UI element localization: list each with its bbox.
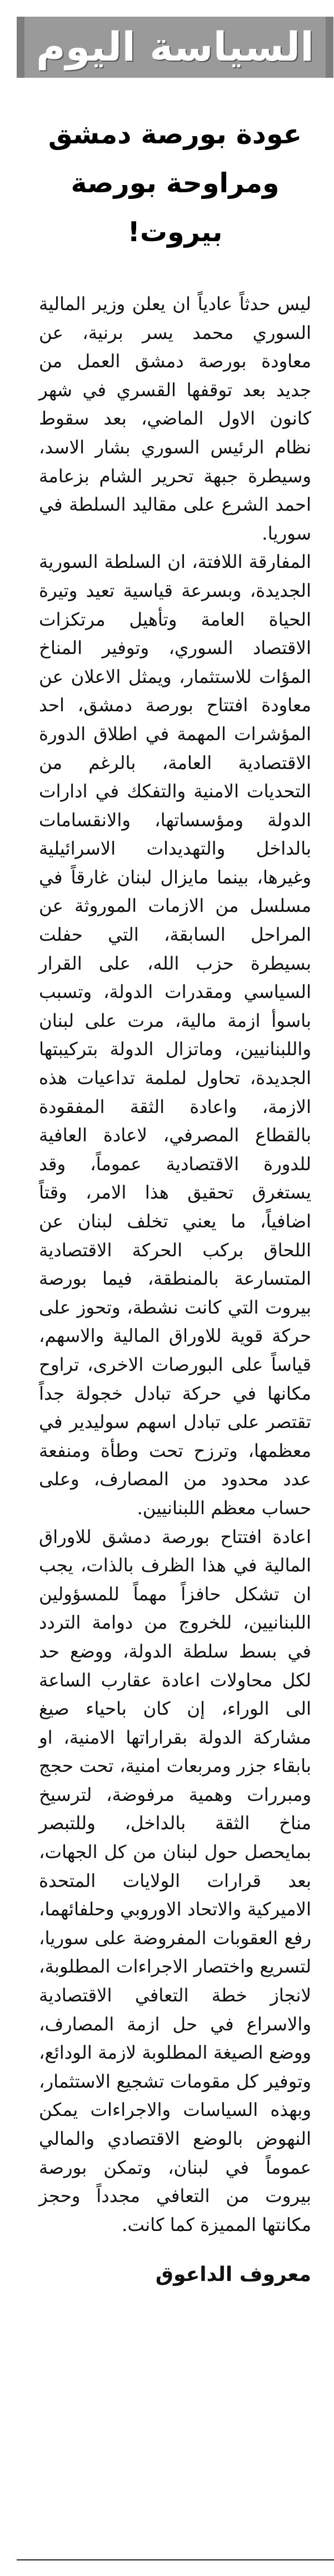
section-masthead xyxy=(17,17,333,78)
bottom-divider xyxy=(17,2559,334,2560)
article-byline: معروف الداعوق xyxy=(155,2263,311,2287)
article-paragraph: المفارقة اللافتة، ان السلطة السورية الجديدة، وبسرعة قياسية تعيد وتيرة الحياة العامة وتأهيل مرتكزات الاقتصاد السوري، وتوفير المناخ المؤات للاستثمار، ويمثل الاعلان عن معاودة افتتاح بورصة دمشق، احد المؤشرات المهمة في اطلاق الدورة الاقتصادية العامة، بالرغم من التحديات الامنية والتفكك في ادارات الدولة ومؤسساتها، والانقسامات بالداخل والتهديدات الاسرائيلية وغيرها، بينما مايزال لبنان غارقاً في مسلسل من الازمات الموروثة عن المراحل السابقة، التي حفلت بسيطرة حزب الله، على القرار السياسي ومقدرات الدولة، وتسبب باسوأ ازمة مالية، مرت على لبنان واللبنانيين، وماتزال الدولة بتركيبتها الجديدة، تحاول لملمة تداعيات هذه الازمة، واعادة الثقة المفقودة بالقطاع المصرفي، لاعادة العافية للدورة الاقتصادية عموماً، وقد يستغرق تحقيق هذا الامر، وقتاً اضافياً، ما يعني تخلف لبنان عن اللحاق بركب الحركة الاقتصادية المتسارعة بالمنطقة، فيما بورصة بيروت التي كانت نشطة، وتحوز على حركة قوية للاوراق المالية والاسهم، قياساً على البورصات الاخرى، تراوح مكانها في حركة تبادل خجولة جداً تقتصر على تبادل اسهم سوليدير في معظمها، وترزح تحت وطأة ومنفعة عدد محدود من المصارف، وعلى حساب معظم اللبنانيين. xyxy=(39,551,311,1519)
article-paragraph: ليس حدثاً عادياً ان يعلن وزير المالية السوري محمد يسر برنية، عن معاودة بورصة دمشق العمل من جديد بعد توقفها القسري في شهر كانون الاول الماضي، بعد سقوط نظام الرئيس السوري بشار الاسد، وسيطرة جبهة تحرير الشام بزعامة احمد الشرع على مقاليد السلطة في سوريا. xyxy=(39,293,311,544)
article-body xyxy=(39,290,311,2239)
article-headline: عودة بورصة دمشق ومراوحة بورصة بيروت! xyxy=(48,118,302,248)
masthead-title: السياسة اليوم xyxy=(36,23,314,70)
article-paragraph: اعادة افتتاح بورصة دمشق للاوراق المالية في هذا الظرف بالذات، يجب ان تشكل حافزاً مهماً للمسؤولين اللبنانيين، للخروج من دوامة التردد في بسط سلطة الدولة، ووضع حد لكل محاولات اعادة عقارب الساعة الى الوراء، إن كان باحياء صيغ مشاركة الدولة بقراراتها الامنية، او بابقاء جزر ومربعات امنية، تحت حجج ومبررات وهمية مرفوضة، لترسيخ مناخ الثقة بالداخل، وللتبصر بمايحصل حول لبنان من كل الجهات، بعد قرارات الولايات المتحدة الاميركية والاتحاد الاوروبي وحلفائهما، رفع العقوبات المفروضة على سوريا، لتسريع واختصار الاجراءات المطلوبة، لانجاز خطة التعافي الاقتصادية والاسراع في حل ازمة المصارف، ووضع الصيغة المطلوبة لازمة الودائع، وتوفير كل مقومات تشجيع الاستثمار، وبهذه السياسات والاجراءات يمكن النهوض بالوضع الاقتصادي والمالي عموماً في لبنان، وتمكن بورصة بيروت من التعافي مجدداً وحجز مكانتها المميزة كما كانت. xyxy=(39,1526,311,2235)
page xyxy=(17,17,333,2289)
